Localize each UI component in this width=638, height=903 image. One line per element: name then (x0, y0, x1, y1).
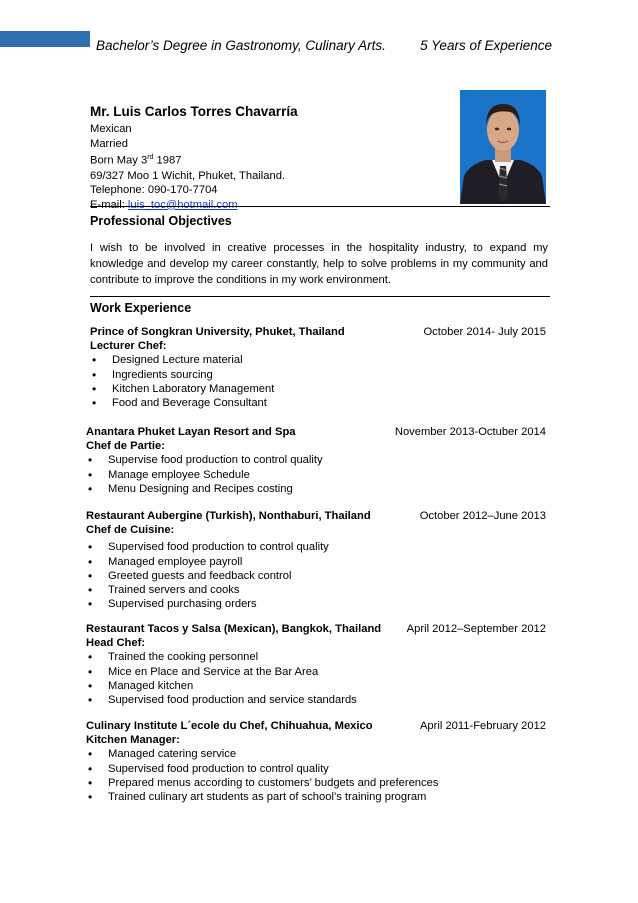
duty-item: • Supervise food production to control quality (86, 453, 546, 467)
objectives-text: I wish to be involved in creative processes in the hospitality industry, to expand my knowledge and develop my career constantly, help to solve problems in my community and contribute to improve the conditions in my work environment. (90, 242, 548, 286)
job-duties (86, 453, 546, 496)
duty-item: • Supervised food production to control quality (86, 762, 546, 776)
experience-text: 5 Years of Experience (420, 38, 552, 53)
duty-item: • Trained the cooking personnel (86, 650, 546, 664)
birth-date: Born May 3rd 1987 (90, 154, 182, 167)
job-entry (86, 509, 546, 611)
marital-status: Married (90, 137, 128, 150)
job-dates: October 2014- July 2015 (423, 326, 546, 338)
job-duties (86, 650, 546, 707)
duty-item: • Greeted guests and feedback control (86, 569, 546, 583)
nationality: Mexican (90, 123, 132, 135)
job-dates: April 2012–September 2012 (406, 623, 546, 635)
job-dates: November 2013-Octuber 2014 (394, 426, 546, 438)
job-duties (90, 353, 546, 410)
duty-item: • Managed employee payroll (86, 555, 546, 569)
duty-item: • Prepared menus according to customers’ budgets and preferences (86, 776, 546, 790)
duty-item: • Menu Designing and Recipes costing (86, 482, 546, 496)
personal-info (90, 122, 285, 212)
job-role: Head Chef: (86, 637, 146, 650)
job-employer: Restaurant Aubergine (Turkish), Nonthaburi, Thailand (86, 510, 371, 522)
duty-item: • Mice en Place and Service at the Bar Area (86, 665, 546, 679)
document-header (96, 38, 552, 53)
email-link[interactable]: luis_toc@hotmail.com (127, 198, 238, 211)
duty-item: • Food and Beverage Consultant (90, 396, 546, 410)
duty-item: • Trained culinary art students as part of school’s training program (86, 790, 546, 804)
duty-item: • Kitchen Laboratory Management (90, 382, 546, 396)
duty-item: • Trained servers and cooks (86, 583, 546, 597)
degree-text: Bachelor’s Degree in Gastronomy, Culinary Arts. (96, 38, 386, 53)
job-role: Chef de Partie: (86, 440, 165, 453)
work-experience-title: Work Experience (90, 301, 192, 315)
job-role: Chef de Cuisine: (86, 524, 175, 537)
job-employer: Culinary Institute L´ecole du Chef, Chihuahua, Mexico (86, 720, 373, 732)
job-employer: Prince of Songkran University, Phuket, Thailand (90, 326, 345, 338)
job-duties (86, 540, 546, 611)
job-entry (86, 719, 546, 804)
job-entry (90, 325, 546, 410)
address: 69/327 Moo 1 Wichit, Phuket, Thailand. (90, 169, 286, 182)
duty-item: • Supervised purchasing orders (86, 597, 546, 611)
job-role: Kitchen Manager: (86, 734, 180, 747)
job-dates: October 2012–June 2013 (419, 510, 546, 522)
job-employer: Restaurant Tacos y Salsa (Mexican), Bangkok, Thailand (86, 623, 382, 635)
job-employer: Anantara Phuket Layan Resort and Spa (86, 426, 296, 438)
duty-item: • Manage employee Schedule (86, 468, 546, 482)
job-dates: April 2011-February 2012 (419, 720, 546, 732)
objectives-title: Professional Objectives (90, 214, 232, 228)
duty-item: • Managed kitchen (86, 679, 546, 693)
section-divider (90, 206, 550, 207)
section-divider (90, 296, 550, 297)
email-line: E-mail: luis_toc@hotmail.com (90, 198, 238, 211)
duty-item: • Ingredients sourcing (90, 368, 546, 382)
job-entry (86, 425, 546, 496)
job-entry (86, 622, 546, 707)
telephone: Telephone: 090-170-7704 (90, 184, 218, 197)
duty-item: • Managed catering service (86, 747, 546, 761)
duty-item: • Supervised food production and service standards (86, 693, 546, 707)
duty-item: • Supervised food production to control quality (86, 540, 546, 554)
job-role: Lecturer Chef: (90, 340, 167, 353)
profile-photo (460, 90, 546, 204)
candidate-name: Mr. Luis Carlos Torres Chavarría (90, 104, 298, 119)
job-duties (86, 747, 546, 804)
duty-item: • Designed Lecture material (90, 353, 546, 367)
header-accent-bar (0, 31, 90, 47)
